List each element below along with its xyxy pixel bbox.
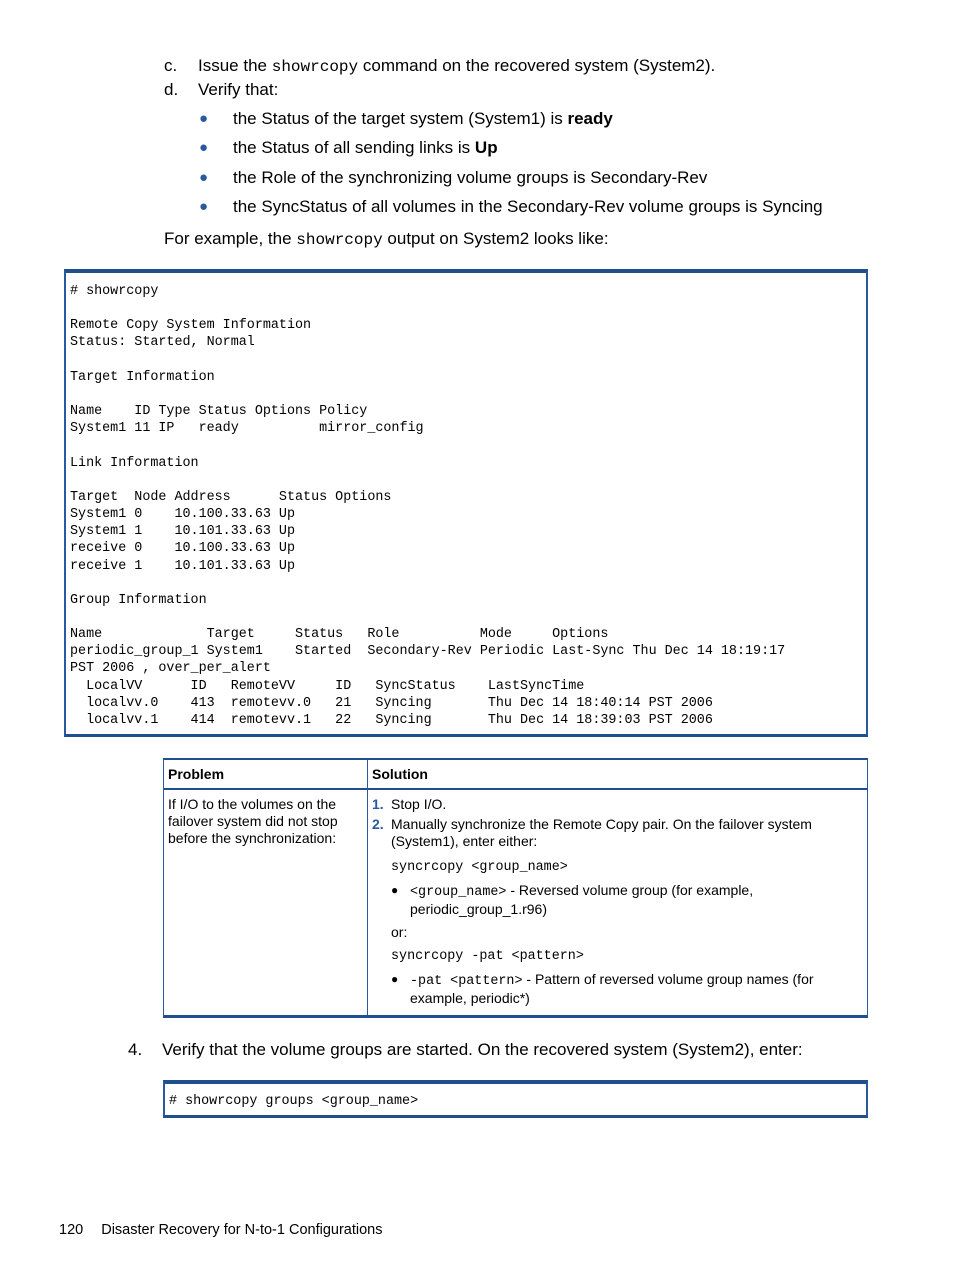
bullet-item [199,109,859,129]
table-header-row [164,760,867,790]
example-prefix: For example, the [164,229,297,248]
bullet-item [199,197,859,217]
code-block-showrcopy-output [64,269,868,737]
bullet-text-plain: the Status of the target system (System1) is [233,109,568,128]
bullet-dot-icon: ● [391,972,399,986]
step-4-text: Verify that the volume groups are started. On the recovered system (System2), enter: [162,1040,803,1059]
solution-command-2: syncrcopy -pat <pattern> [391,949,584,964]
solution-bullet-1-desc: - Reversed volume group (for example, periodic_group_1.r96) [410,882,754,917]
solution-bullet-1 [391,882,861,918]
bullet-text: the Role of the synchronizing volume groups is Secondary-Rev [233,168,708,187]
header-solution: Solution [372,766,428,782]
step-4 [128,1040,828,1060]
step-c-suffix: command on the recovered system (System2). [358,56,716,75]
chapter-title: Disaster Recovery for N-to-1 Configurations [101,1222,383,1238]
bullet-dot-icon: ● [199,198,209,215]
header-problem: Problem [168,766,225,782]
step-c-label: c. [164,56,178,75]
bullet-item [199,168,859,188]
solution-step-2-num: 2. [372,816,384,832]
bullet-text-plain: the Status of all sending links is [233,138,475,157]
step-d-label: d. [164,80,179,99]
bullet-text-bold: ready [567,109,613,128]
solution-bullet-2-code: -pat <pattern> [410,974,523,989]
code-text: # showrcopy groups <group_name> [169,1094,419,1109]
solution-step-1-num: 1. [372,796,384,812]
bullet-text [233,138,498,158]
bullet-text: the SyncStatus of all volumes in the Secondary-Rev volume groups is Syncing [233,197,823,216]
solution-bullet-2 [391,971,861,1007]
solution-bullet-1-code: <group_name> [410,885,507,900]
page-footer [59,1222,382,1238]
step-d [164,80,864,100]
solution-or: or: [391,924,408,940]
problem-solution-table [163,758,868,1018]
solution-bullet-2-text [410,971,862,1007]
bullet-text [233,109,613,129]
example-intro [164,229,609,250]
step-c-text [198,56,715,77]
page-number: 120 [59,1222,84,1238]
column-divider [367,760,368,1015]
bullet-item [199,138,859,158]
problem-text: If I/O to the volumes on the failover system did not stop before the synchronization: [168,796,338,846]
solution-command-1: syncrcopy <group_name> [391,860,568,875]
step-c-code: showrcopy [271,58,359,76]
solution-bullet-2-desc: - Pattern of reversed volume group names (for example, periodic*) [410,971,814,1006]
solution-step-2 [372,816,862,852]
code-block-showrcopy-groups [163,1080,868,1118]
bullet-dot-icon: ● [199,110,209,127]
bullet-dot-icon: ● [391,883,399,897]
solution-bullet-1-text [410,882,850,918]
bullet-dot-icon: ● [199,139,209,156]
bullet-dot-icon: ● [199,169,209,186]
example-code: showrcopy [296,231,383,249]
solution-step-1-text: Stop I/O. [391,796,447,812]
code-text: # showrcopy Remote Copy System Information Status: Started, Normal Target Information Name ID Type Status Options Policy System1 11 IP ready mirror_config Link Information Target Node Address Status Options System1 0 10.100.33.63 Up System1 1 10.101.33.63 Up receive 0 10.100.33.63 Up receive 1 10.101.33.63 Up Group Information Name Target Status Role Mode Options periodic_group_1 System1 Started Secondary-Rev Periodic Last-Sync Thu Dec 14 18:19:17 PST 2006 , over_per_alert LocalVV ID RemoteVV ID SyncStatus LastSyncTime localvv.0 413 remotevv.0 21 Syncing Thu Dec 14 18:40:14 PST 2006 localvv.1 414 remotevv.1 22 Syncing Thu Dec 14 18:39:03 PST 2006 [70,284,786,728]
step-c [164,56,864,76]
bullet-text-bold: Up [474,138,498,157]
solution-step-2-text: Manually synchronize the Remote Copy pair. On the failover system (System1), enter either: [391,816,812,849]
step-d-text: Verify that: [198,80,279,99]
example-suffix: output on System2 looks like: [382,229,609,248]
step-4-label: 4. [128,1040,143,1059]
solution-step-1 [372,796,862,813]
step-c-prefix: Issue the [198,56,272,75]
